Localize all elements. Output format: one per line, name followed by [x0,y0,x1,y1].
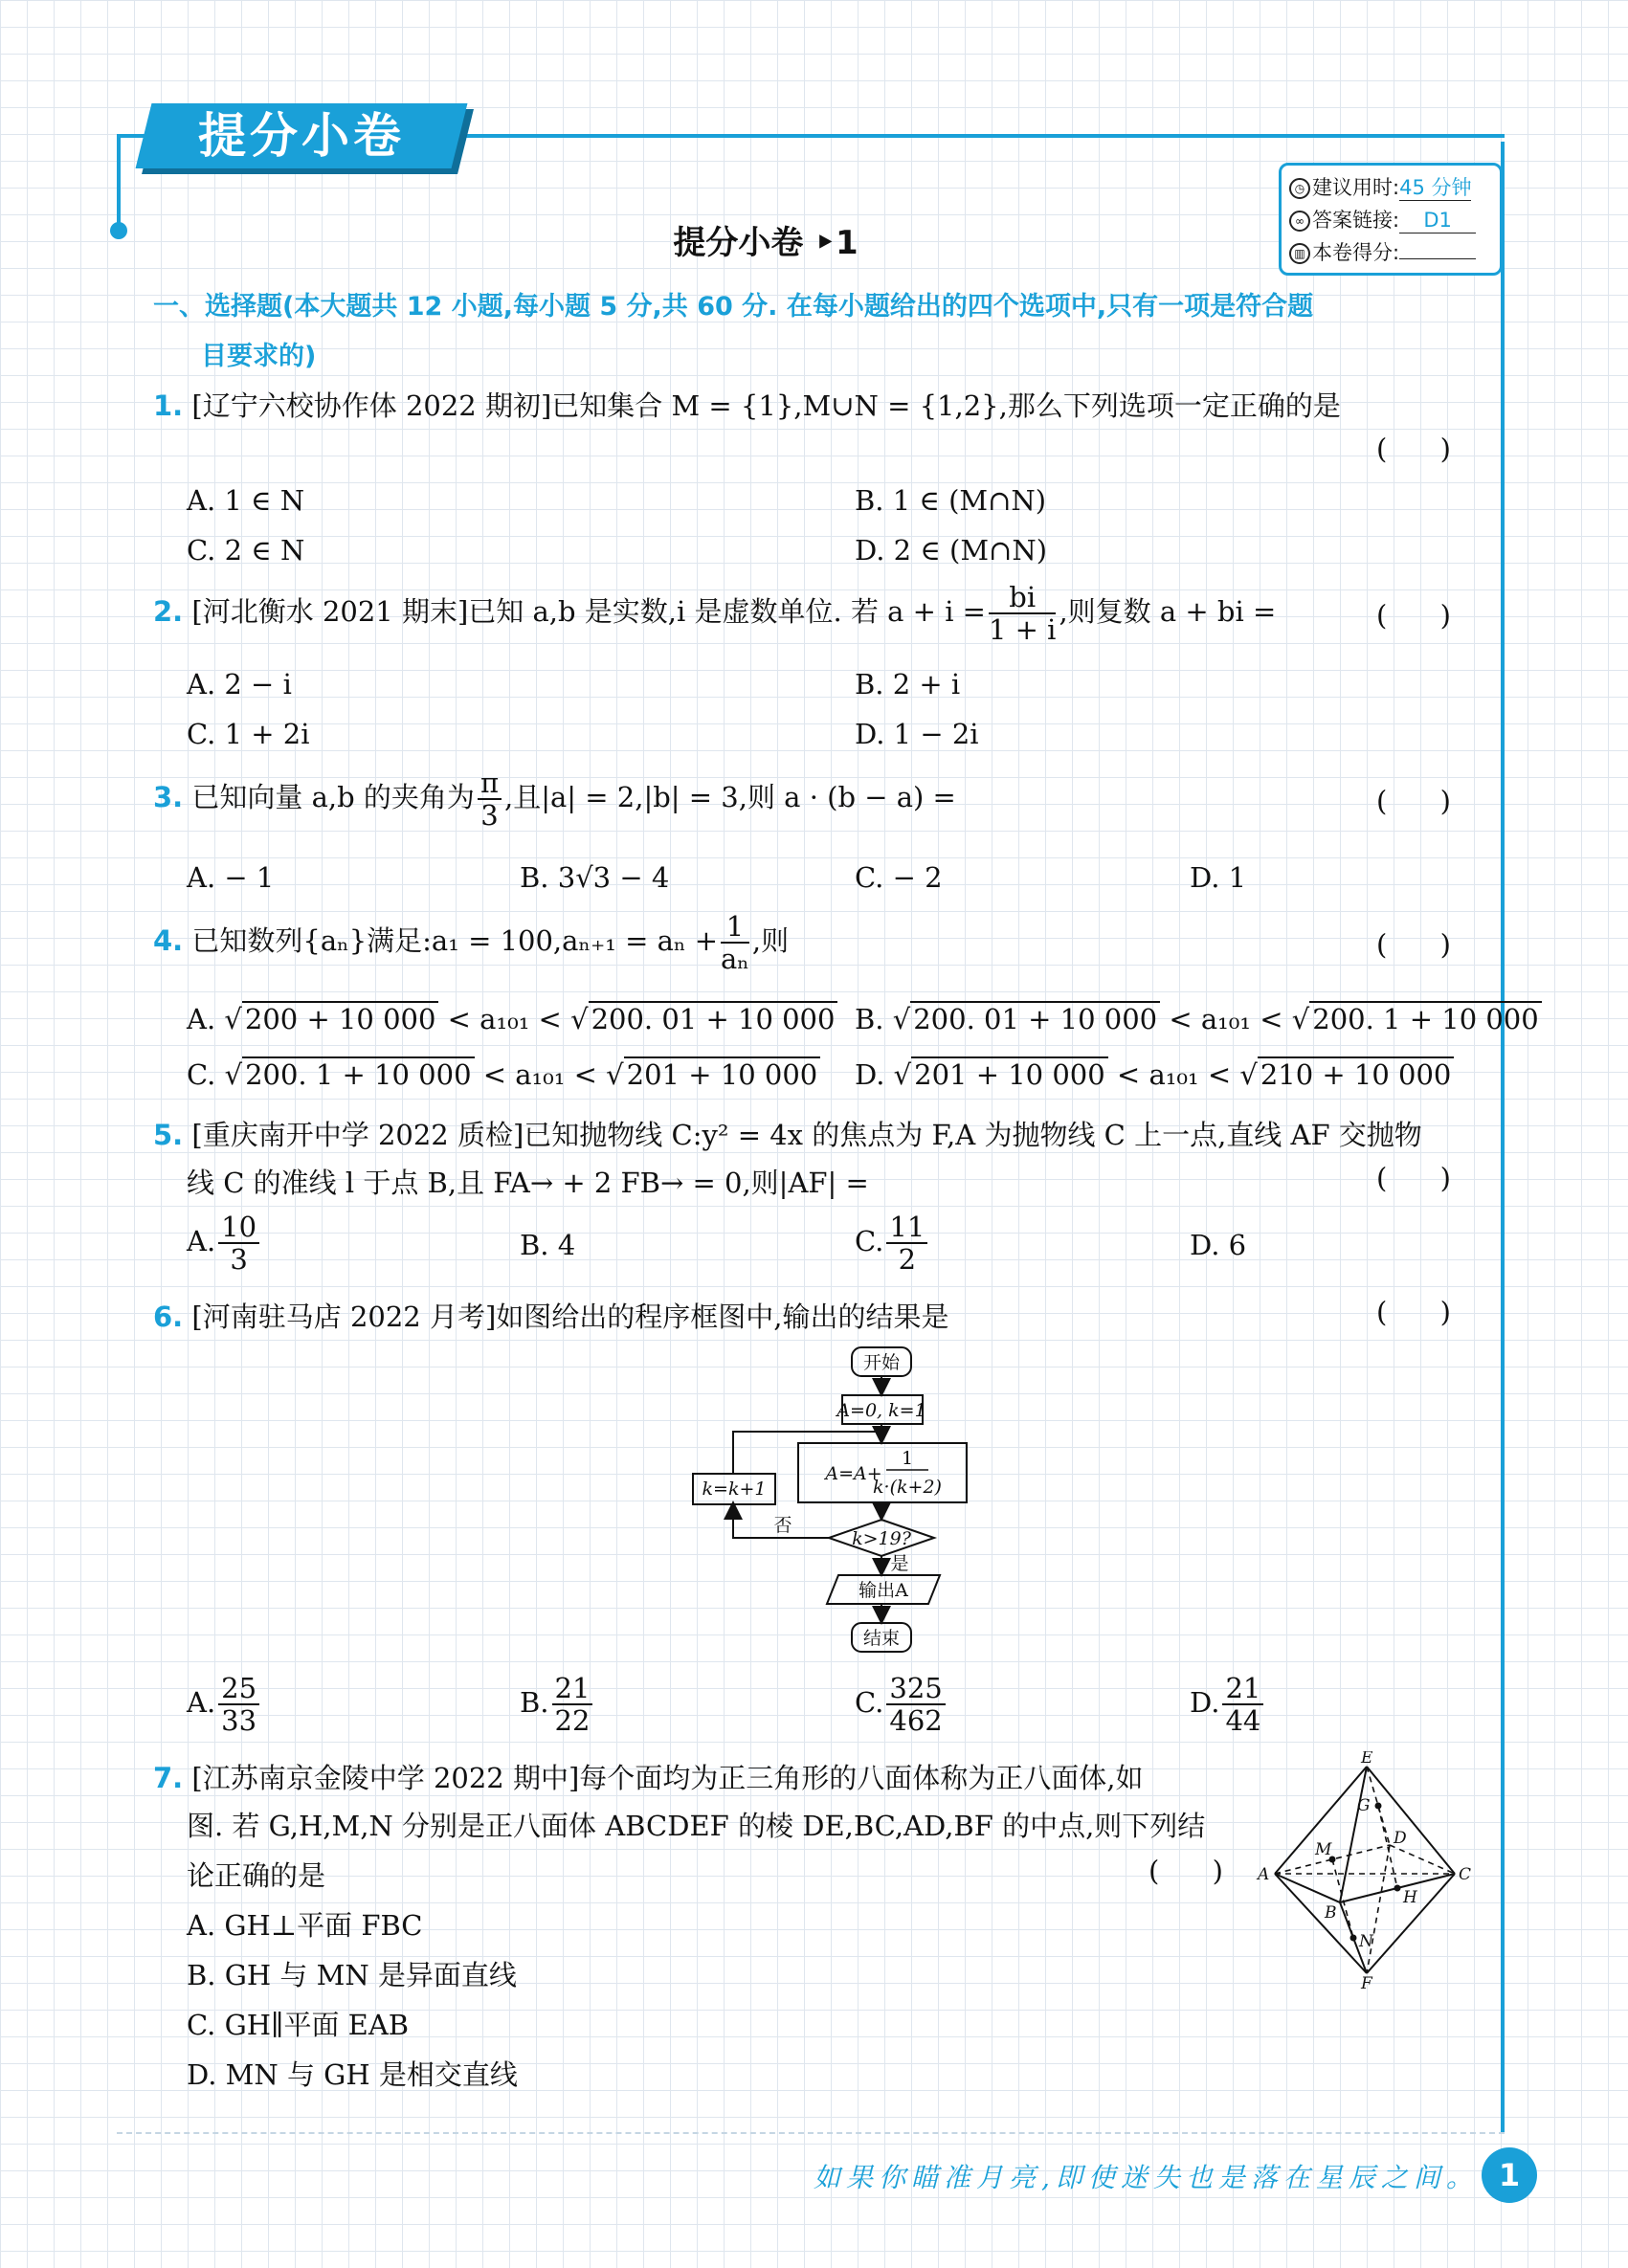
q6-option-c[interactable]: C. $\frac{325}{462}$ [855,1673,948,1736]
q2-option-c[interactable]: C. 1 + 2i [187,718,310,750]
vertex-b: B [1325,1903,1337,1923]
right-rail [1501,142,1505,2132]
flowchart [670,1340,995,1665]
answer-paren-4[interactable]: ( ) [1376,928,1451,961]
q1-option-d[interactable]: D. 2 ∈ (M∩N) [855,534,1048,567]
q3-option-d[interactable]: D. 1 [1190,861,1247,894]
q1-option-a[interactable]: A. 1 ∈ N [187,484,305,517]
vertex-a: A [1258,1865,1270,1884]
flow-end: 结束 [862,1628,901,1649]
info-answer: ∞ 答案链接: D1 [1289,204,1492,236]
question-6: 6. [河南驻马店 2022 月考]如图给出的程序框图中,输出的结果是 [153,1301,949,1333]
bottom-divider [117,2132,1505,2134]
vertex-d: D [1394,1829,1407,1848]
flow-output: 输出A [859,1580,908,1601]
q5-option-c[interactable]: C. $\frac{11}{2}$ [855,1212,930,1275]
info-box [1279,163,1503,276]
octahedron-figure [1254,1751,1483,1990]
paper-title: 提分小卷 ‣1 [673,224,859,262]
flow-condition: k>19? [852,1528,911,1549]
flow-update-den: k·(k+2) [873,1477,942,1498]
point-m: M [1315,1840,1332,1859]
clock-icon: ◷ [1289,178,1310,199]
score-icon: ▥ [1289,243,1310,264]
q7-option-d[interactable]: D. MN 与 GH 是相交直线 [187,2058,518,2091]
q5-option-d[interactable]: D. 6 [1190,1229,1247,1261]
question-5-line2: 线 C 的准线 l 于点 B,且 FA→ + 2 FB→ = 0,则|AF| = [187,1167,869,1199]
q6-option-a[interactable]: A. $\frac{25}{33}$ [187,1673,262,1736]
flow-yes: 是 [890,1553,909,1574]
point-g: G [1357,1796,1371,1815]
question-4: 4. 已知数列{aₙ}满足:a₁ = 100,aₙ₊₁ = aₙ + $\frac{1}{\text{aₙ}}$ ,则 [153,910,790,975]
fraction: $\frac{\pi}{3}$ [478,767,502,831]
q4-option-b[interactable]: B. √ 200. 01 + 10 000 < a₁₀₁ < √ 200. 1 + 10 000 [855,1003,1542,1035]
flow-init: A=0, k=1 [836,1400,926,1421]
banner [136,103,468,168]
answer-paren-1[interactable]: ( ) [1376,433,1451,465]
q1-option-c[interactable]: C. 2 ∈ N [187,534,305,567]
q3-option-c[interactable]: C. − 2 [855,861,943,894]
rail-dot [110,222,127,239]
question-7: 7. [江苏南京金陵中学 2022 期中]每个面均为正三角形的八面体称为正八面体,如 [153,1762,1144,1794]
fraction: $\frac{bi}{1 + i}$ [988,581,1057,646]
q3-option-a[interactable]: A. − 1 [187,861,275,894]
banner-title: 提分小卷 [198,108,405,164]
question-7-line2: 图. 若 G,H,M,N 分别是正八面体 ABCDEF 的棱 DE,BC,AD,BF 的中点,则下列结 [187,1810,1206,1842]
flow-start: 开始 [862,1352,901,1373]
answer-value: D1 [1399,208,1476,233]
point-h: H [1403,1888,1417,1907]
q5-option-a[interactable]: A. $\frac{10}{3}$ [187,1212,262,1275]
answer-paren-6[interactable]: ( ) [1376,1296,1451,1328]
fraction: $\frac{1}{\text{aₙ}}$ [721,910,749,975]
info-score: ▥ 本卷得分: [1289,236,1492,269]
vertex-e: E [1361,1751,1373,1768]
q2-option-a[interactable]: A. 2 − i [187,668,292,700]
answer-paren-3[interactable]: ( ) [1376,785,1451,817]
q4-option-a[interactable]: A. √ 200 + 10 000 < a₁₀₁ < √ 200. 01 + 10 000 [187,1003,837,1035]
q5-option-b[interactable]: B. 4 [520,1229,576,1261]
vertex-c: C [1459,1865,1472,1884]
flow-update-num: 1 [901,1448,914,1469]
q2-option-b[interactable]: B. 2 + i [855,668,961,700]
q6-option-d[interactable]: D. $\frac{21}{44}$ [1190,1673,1266,1736]
score-value [1399,258,1476,259]
left-rail [117,134,121,230]
question-3: 3. 已知向量 a,b 的夹角为 $\frac{\pi}{3}$ ,且|a| = 2,|b| = 3,则 a · (b − a) = [153,767,956,832]
q7-option-a[interactable]: A. GH⊥平面 FBC [187,1909,423,1942]
page-number: 1 [1482,2147,1537,2203]
point-n: N [1359,1932,1373,1951]
flow-update: A=A+ [825,1463,882,1484]
q7-option-b[interactable]: B. GH 与 MN 是异面直线 [187,1959,517,1991]
flow-increment: k=k+1 [702,1479,767,1500]
q6-option-b[interactable]: B. $\frac{21}{22}$ [520,1673,595,1736]
q7-option-c[interactable]: C. GH∥平面 EAB [187,2009,410,2041]
q2-option-d[interactable]: D. 1 − 2i [855,718,979,750]
section-heading-line1: 一、选择题(本大题共 12 小题,每小题 5 分,共 60 分. 在每小题给出的四个选项中,只有一项是符合题 [153,292,1314,322]
question-7-line3: 论正确的是 [187,1859,326,1892]
time-value: 45 分钟 [1399,176,1472,199]
footer-motto: 如果你瞄准月亮,即使迷失也是落在星辰之间。 [814,2162,1479,2193]
q4-option-d[interactable]: D. √ 201 + 10 000 < a₁₀₁ < √ 210 + 10 000 [855,1058,1454,1091]
question-2: 2. [河北衡水 2021 期末]已知 a,b 是实数,i 是虚数单位. 若 a + i = $\frac{bi}{1 + i}$ ,则复数 a + bi = [153,581,1277,646]
vertex-f: F [1361,1974,1372,1990]
answer-paren-5[interactable]: ( ) [1376,1162,1451,1194]
q3-option-b[interactable]: B. 3√3 − 4 [520,861,670,894]
q1-option-b[interactable]: B. 1 ∈ (M∩N) [855,484,1047,517]
section-heading-line2: 目要求的) [201,342,317,371]
question-5: 5. [重庆南开中学 2022 质检]已知抛物线 C:y² = 4x 的焦点为 F,A 为抛物线 C 上一点,直线 AF 交抛物 [153,1119,1422,1151]
q4-option-c[interactable]: C. √ 200. 1 + 10 000 < a₁₀₁ < √ 201 + 10 000 [187,1058,820,1091]
info-time: ◷ 建议用时:45 分钟 [1289,171,1492,204]
flow-no: 否 [773,1515,792,1536]
answer-paren-2[interactable]: ( ) [1376,599,1451,632]
answer-paren-7[interactable]: ( ) [1149,1855,1223,1887]
question-1: 1. [辽宁六校协作体 2022 期初]已知集合 M = {1},M∪N = {1,2},那么下列选项一定正确的是 [153,389,1341,422]
link-icon: ∞ [1289,211,1310,232]
